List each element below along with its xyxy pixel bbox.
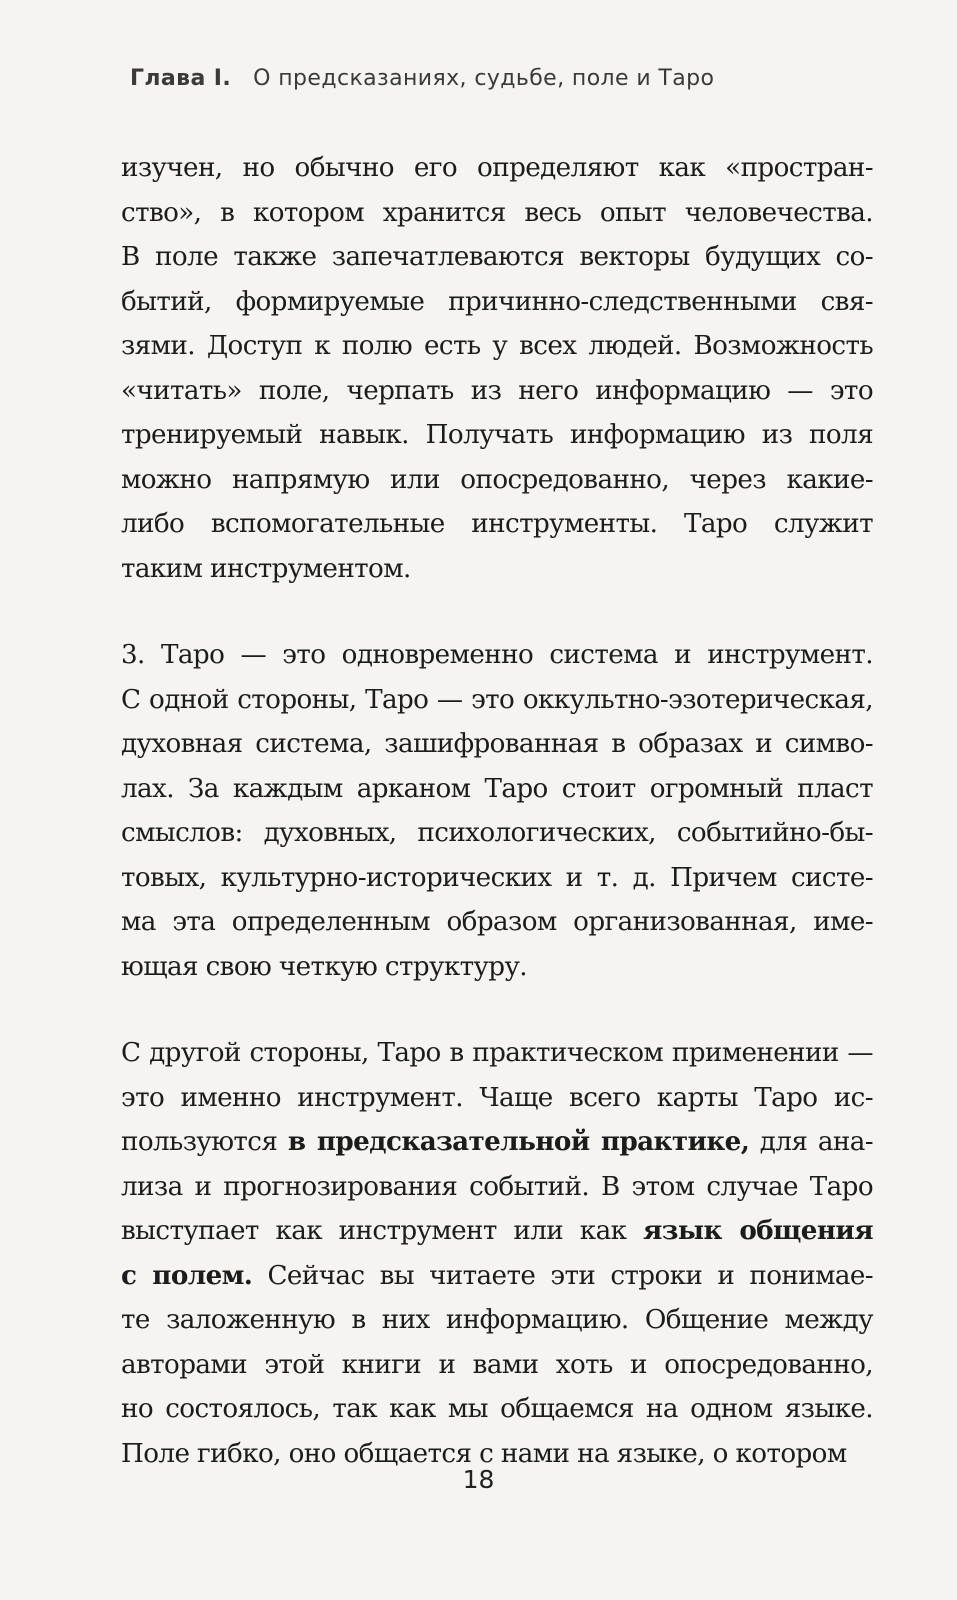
text-line [121,1209,873,1254]
text-segment: ма эта определенным образом организованная, име- [121,907,873,937]
text-segment: зями. Доступ к полю есть у всех людей. Возможность [121,331,873,361]
chapter-label: Глава I. [130,66,232,91]
text-segment: товых, культурно-исторических и т. д. Причем систе- [121,862,873,893]
chapter-title: О предсказаниях, судьбе, поле и Таро [253,66,715,91]
text-segment: В поле также запечатлеваются векторы будущих со- [121,242,873,272]
text-segment: тренируемый навык. Получать информацию из поля [121,420,873,450]
running-head [130,66,714,91]
paragraph-gap [121,989,873,1031]
text-segment: изучен, но обычно его определяют как «простран- [121,153,873,183]
text-line [121,146,873,191]
text-line [121,1298,873,1343]
text-line [121,1120,873,1165]
text-segment: бытий, формируемые причинно-следственными свя- [121,286,873,317]
text-segment: но состоялось, так как мы общаемся на одном языке. [121,1394,873,1424]
text-segment: те заложенную в них информацию. Общение между [121,1305,873,1335]
text-segment: либо вспомогательные инструменты. Таро служит [121,509,873,539]
text-line [121,722,873,767]
text-line [121,1387,873,1432]
text-segment: лиза и прогнозирования событий. В этом случае Таро [121,1171,873,1202]
text-line [121,856,873,901]
paragraph [121,146,873,591]
text-segment: С другой стороны, Таро в практическом применении — [121,1038,873,1068]
text-segment: это именно инструмент. Чаще всего карты Таро ис- [121,1082,873,1113]
text-segment: для ана- [749,1127,873,1157]
text-line [121,811,873,856]
page-number: 18 [462,1465,495,1494]
text-segment: ство», в котором хранится весь опыт человечества. [121,197,873,228]
text-line [121,413,873,458]
text-segment: язык общения [643,1215,873,1246]
text-segment: с полем. [121,1259,253,1291]
text-line [121,458,873,503]
text-segment: лах. За каждым арканом Таро стоит огромный пласт [121,773,873,804]
body-text [121,146,873,1476]
paragraph [121,1031,873,1476]
text-line [121,324,873,369]
text-line [121,369,873,414]
text-segment: авторами этой книги и вами хоть и опосредованно, [121,1349,873,1380]
text-line [121,1254,873,1299]
text-segment: Сейчас вы читаете эти строки и понимае- [252,1260,874,1291]
text-line [121,900,873,945]
text-line [121,633,873,678]
text-segment: пользуются [121,1127,288,1157]
text-line [121,1076,873,1121]
text-segment: 3. Таро — это одновременно система и инструмент. [121,640,873,670]
text-line [121,280,873,325]
text-segment: Поле гибко, оно общается с нами на языке, о котором [121,1438,847,1469]
text-line [121,1031,873,1076]
text-segment: ющая свою четкую структуру. [121,951,527,982]
text-segment: С одной стороны, Таро — это оккультно-эзотерическая, [121,684,873,715]
text-segment: смыслов: духовных, психологических, событийно-бы- [121,818,873,848]
text-line [121,678,873,723]
text-segment: можно напрямую или опосредованно, через какие- [121,464,873,495]
text-line [121,235,873,280]
text-segment: в предсказательной практике, [287,1126,750,1157]
text-line [121,1343,873,1388]
text-segment: «читать» поле, черпать из него информацию — это [121,375,873,406]
text-segment: выступает как инструмент или как [121,1216,644,1246]
text-line [121,1165,873,1210]
paragraph [121,633,873,989]
text-line [121,191,873,236]
text-line [121,945,873,990]
text-segment: таким инструментом. [121,553,411,584]
text-line [121,767,873,812]
paragraph-gap [121,591,873,633]
text-line [121,547,873,592]
text-line [121,502,873,547]
text-segment: духовная система, зашифрованная в образах и симво- [121,729,873,759]
